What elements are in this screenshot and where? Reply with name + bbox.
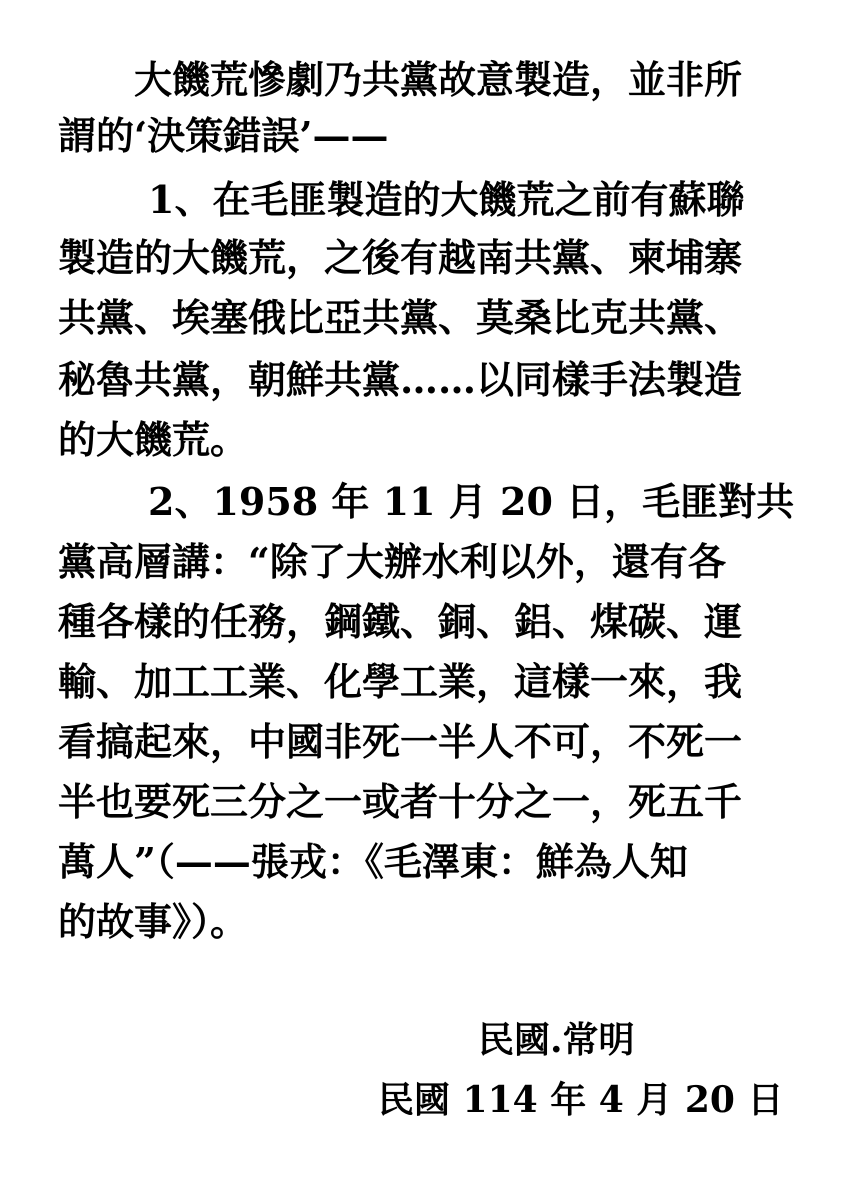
point2-line-1: 2、1958 年 11 月 20 日，毛匪對共 <box>148 479 794 524</box>
title-line-2: 謂的‘決策錯誤’—— <box>58 113 389 158</box>
point1-line-1: 1、在毛匪製造的大饑荒之前有蘇聯 <box>148 177 745 222</box>
point1-line-3: 共黨、埃塞俄比亞共黨、莫桑比克共黨、 <box>58 295 743 340</box>
point2-line-6: 半也要死三分之一或者十分之一，死五千 <box>58 779 743 824</box>
point2-line-3: 種各樣的任務，鋼鐵、銅、鋁、煤碳、運 <box>58 599 743 644</box>
point2-line-5: 看搞起來，中國非死一半人不可，不死一 <box>58 719 743 764</box>
point1-line-2: 製造的大饑荒，之後有越南共黨、柬埔寨 <box>58 235 743 280</box>
point2-line-4: 輸、加工工業、化學工業，這樣一來，我 <box>58 659 743 704</box>
point2-line-7: 萬人”（——張戎：《毛澤東：鮮為人知 <box>58 839 688 884</box>
point2-line-2: 黨高層講：“除了大辦水利以外，還有各 <box>58 539 726 584</box>
signature-date: 民國 114 年 4 月 20 日 <box>378 1079 784 1121</box>
point1-line-5: 的大饑荒。 <box>58 417 249 462</box>
signature-author: 民國.常明 <box>478 1019 635 1061</box>
title-line-1: 大饑荒慘劇乃共黨故意製造，並非所 <box>134 57 743 102</box>
point1-line-4: 秘魯共黨，朝鮮共黨……以同樣手法製造 <box>58 357 743 402</box>
point2-line-8: 的故事》）。 <box>58 899 249 944</box>
